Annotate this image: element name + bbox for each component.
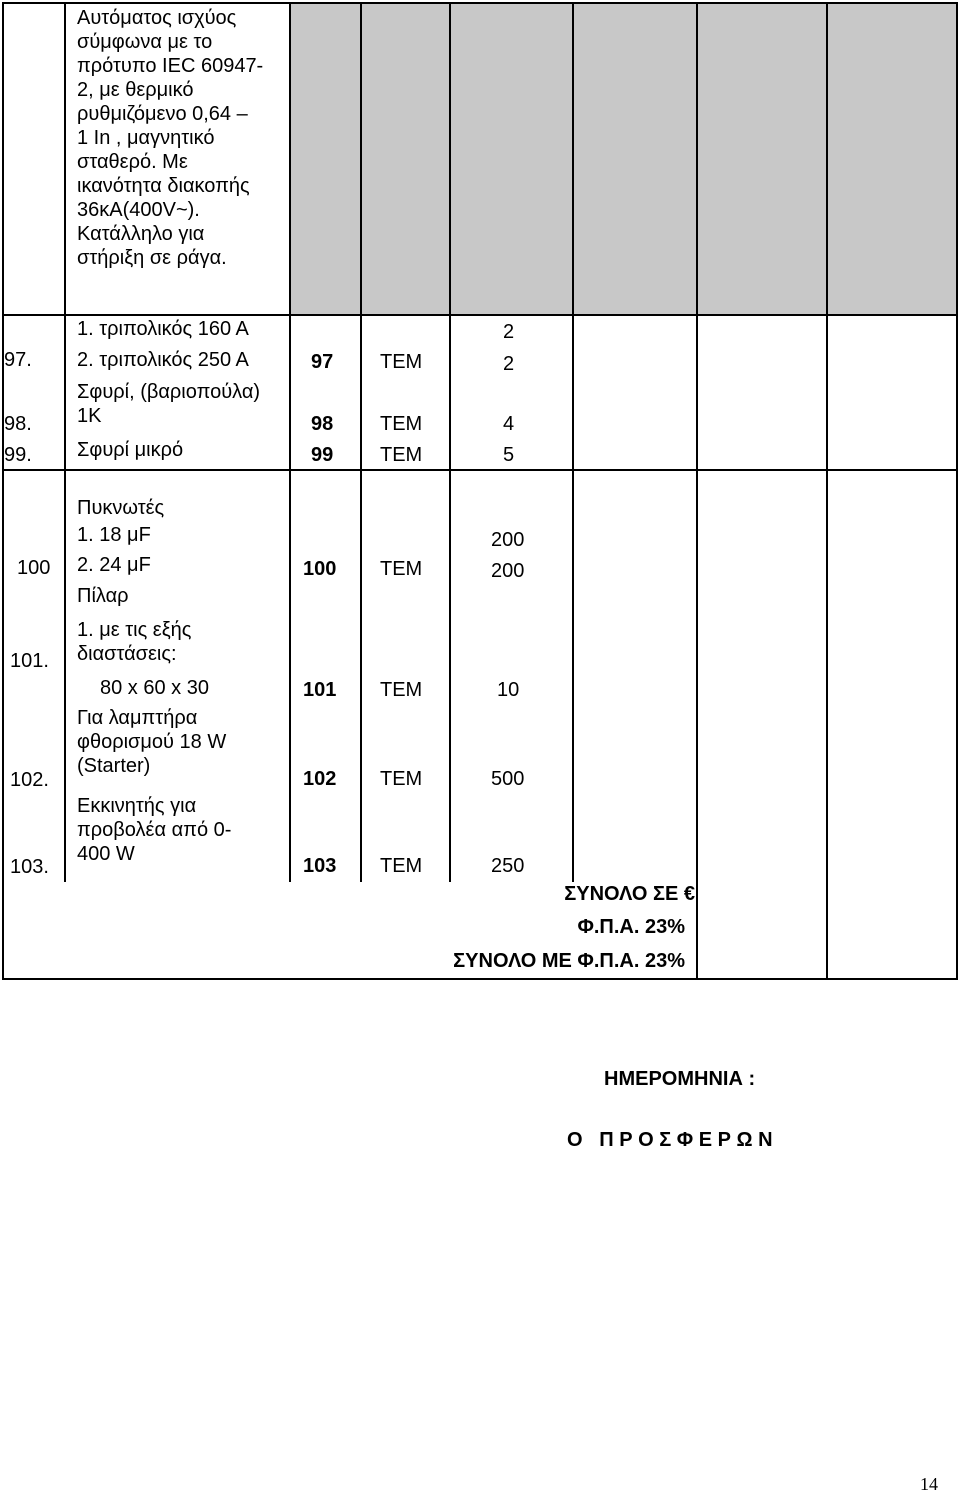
item-quantity: 4 — [503, 413, 515, 435]
item-number: 100 — [17, 557, 51, 579]
item-code: 97 — [311, 351, 334, 373]
item-description: Σφυρί, (βαριοπούλα) 1Κ — [77, 381, 261, 427]
row-divider — [2, 314, 958, 316]
page-number: 14 — [920, 1474, 938, 1494]
item-unit: ΤΕΜ — [380, 855, 423, 877]
item-unit: ΤΕΜ — [380, 558, 423, 580]
table-border-left — [2, 2, 4, 980]
table-border-right — [956, 2, 958, 980]
item-unit: ΤΕΜ — [380, 679, 423, 701]
col-divider-qty — [572, 2, 574, 882]
item-code: 101 — [303, 679, 337, 701]
total-without-vat-label: ΣΥΝΟΛΟ ΣΕ € — [564, 883, 695, 905]
item-description: Αυτόματος ισχύος σύμφωνα με το πρότυπο IEC 60947- 2, με θερμικό ρυθμιζόμενο 0,64 – 1 In , μαγνητικό σταθερό. Με ικανότητα διακοπής 36κΑ(400V~). Κατάλληλο για στήριξη σε ράγα. — [77, 7, 264, 269]
vat-label: Φ.Π.Α. 23% — [577, 916, 685, 938]
item-line: 1. 18 μF — [77, 524, 151, 546]
table-border-bottom — [2, 978, 958, 980]
item-description: 1. με τις εξής διαστάσεις: — [77, 619, 192, 665]
item-number: 98. — [4, 413, 32, 435]
item-quantity: 2 — [503, 321, 515, 343]
col-divider-total — [826, 2, 828, 980]
item-quantity: 500 — [491, 768, 525, 790]
item-quantity: 200 — [491, 529, 525, 551]
item-line: 1. τριπολικός 160 Α — [77, 318, 249, 340]
item-code: 99 — [311, 444, 334, 466]
item-unit: ΤΕΜ — [380, 768, 423, 790]
shaded-cells — [289, 2, 956, 316]
item-unit: ΤΕΜ — [380, 351, 423, 373]
item-description: Για λαμπτήρα φθορισμού 18 W (Starter) — [77, 707, 227, 777]
item-code: 98 — [311, 413, 334, 435]
item-line: 2. τριπολικός 250 Α — [77, 349, 249, 371]
bidder-label: Ο Π Ρ Ο Σ Φ Ε Ρ Ω Ν — [567, 1129, 773, 1151]
item-dimensions: 80 x 60 x 30 — [100, 677, 209, 699]
item-heading: Πυκνωτές — [77, 497, 165, 519]
item-unit: ΤΕΜ — [380, 444, 423, 466]
item-description: Εκκινητής για προβολέα από 0- 400 W — [77, 795, 232, 865]
item-quantity: 250 — [491, 855, 525, 877]
table-border-top — [2, 2, 958, 4]
item-unit: ΤΕΜ — [380, 413, 423, 435]
item-code: 102 — [303, 768, 337, 790]
col-divider-code — [360, 2, 362, 882]
item-number: 97. — [4, 349, 32, 371]
item-code: 103 — [303, 855, 337, 877]
col-divider-desc — [289, 2, 291, 882]
col-divider-price — [696, 2, 698, 980]
item-number: 102. — [10, 769, 49, 791]
col-divider-unit — [449, 2, 451, 882]
item-heading: Πίλαρ — [77, 585, 129, 607]
item-description: Σφυρί μικρό — [77, 439, 184, 461]
date-label: ΗΜΕΡΟΜΗΝΙΑ : — [604, 1068, 756, 1090]
item-quantity: 10 — [497, 679, 520, 701]
item-quantity: 2 — [503, 353, 515, 375]
row-divider — [2, 469, 958, 471]
item-quantity: 200 — [491, 560, 525, 582]
col-divider-no — [64, 2, 66, 882]
item-number: 101. — [10, 650, 49, 672]
total-with-vat-label: ΣΥΝΟΛΟ ΜΕ Φ.Π.Α. 23% — [453, 950, 685, 972]
item-quantity: 5 — [503, 444, 515, 466]
item-number: 99. — [4, 444, 32, 466]
item-line: 2. 24 μF — [77, 554, 151, 576]
item-code: 100 — [303, 558, 337, 580]
item-number: 103. — [10, 856, 49, 878]
